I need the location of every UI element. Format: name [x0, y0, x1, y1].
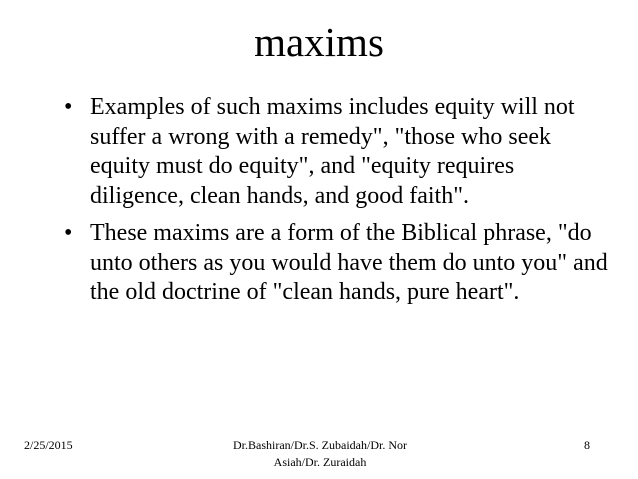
bullet-text: Examples of such maxims includes equity will not suffer a wrong with a remedy", "those who seek equity must do equity", and "equity requires diligence, clean hands, and good faith". — [90, 94, 575, 209]
footer-date: 2/25/2015 — [24, 438, 73, 452]
bullet-marker: • — [64, 94, 73, 120]
bullet-text: These maxims are a form of the Biblical phrase, "do unto others as you would have them do unto you" and the old doctrine of "clean hands, pure heart". — [90, 220, 608, 305]
bullet-list — [64, 93, 612, 316]
slide-title: maxims — [254, 19, 384, 65]
footer-authors: Dr.Bashiran/Dr.S. Zubaidah/Dr. Nor Asiah/Dr. Zuraidah — [233, 438, 407, 469]
footer-page-number: 8 — [584, 438, 590, 452]
bullet-item — [64, 93, 612, 211]
bullet-marker: • — [64, 220, 73, 246]
bullet-item — [64, 219, 612, 308]
